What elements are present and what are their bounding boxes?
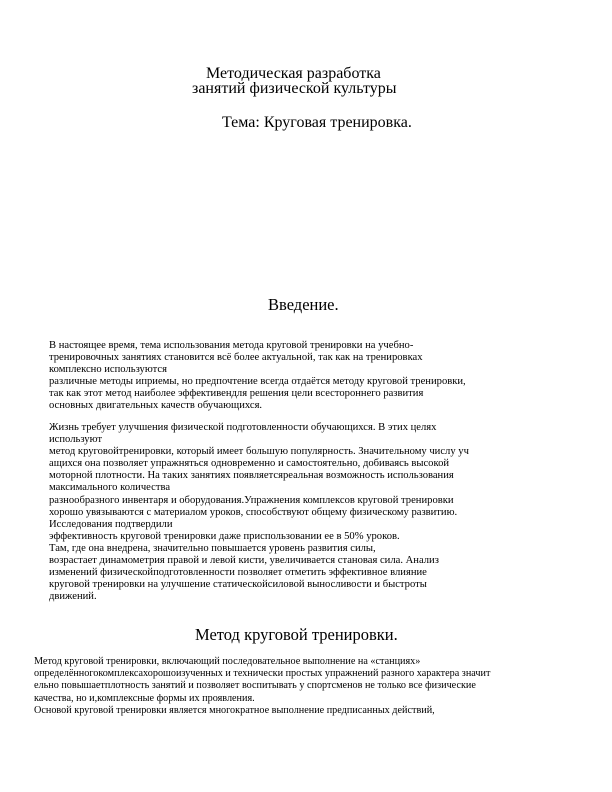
- text-line: различные методы иприемы, но предпочтение всегда отдаётся методу круговой тренировки,: [49, 376, 466, 388]
- text-line: хорошо увязываются с материалом уроков, способствуют общему физическому развитию.: [49, 506, 458, 518]
- text-line: движений.: [49, 591, 97, 603]
- text-line: комплексно используются: [49, 364, 167, 376]
- intro-paragraph-1: [49, 340, 466, 413]
- text-line: Жизнь требует улучшения физической подготовленности обучающихся. В этих целях: [49, 422, 437, 433]
- document-topic: Тема: Круговая тренировка.: [222, 114, 412, 131]
- text-line: Исследования подтвердили: [49, 518, 173, 530]
- text-line: моторной плотности. На таких занятиях появляетсяреальная возможность использования: [49, 470, 454, 482]
- text-line: тренировочных занятиях становится всё более актуальной, так как на тренировках: [49, 352, 423, 364]
- text-line: используют: [49, 434, 102, 446]
- intro-paragraph-2: [49, 422, 469, 603]
- text-line: изменений физическойподготовленности позволяет отметить эффективное влияние: [49, 567, 427, 579]
- text-line: Метод круговой тренировки, включающий последовательное выполнение на «станциях»: [34, 656, 421, 667]
- text-line: качества, но и,комплексные формы их проявления.: [34, 692, 255, 704]
- text-line: Там, где она внедрена, значительно повышается уровень развития силы,: [49, 542, 376, 554]
- document-title-line-1: Методическая разработка: [206, 65, 381, 82]
- text-line: круговой тренировки на улучшение статическойсиловой выносливости и быстроты: [49, 579, 427, 591]
- intro-heading: Введение.: [268, 295, 339, 314]
- text-line: В настоящее время, тема использования метода круговой тренировки на учебно-: [49, 340, 414, 351]
- text-line: ащихся она позволяет упражняться одновременно и самостоятельно, добиваясь высокой: [49, 458, 450, 470]
- text-line: ельно повышаетплотность занятий и позволяет воспитывать у спортсменов не только все физические: [34, 680, 476, 692]
- text-line: максимального количества: [49, 482, 171, 494]
- method-heading: Метод круговой тренировки.: [195, 625, 398, 644]
- text-line: Основой круговой тренировки является многократное выполнение предписанных действий,: [34, 704, 435, 716]
- text-line: определённогокомплексахорошоизученных и технически простых упражнений разного характера значит: [34, 668, 491, 680]
- text-line: возрастает динамометрия правой и левой кисти, увеличивается становая сила. Анализ: [49, 555, 439, 567]
- text-line: основных двигательных качеств обучающихся.: [49, 400, 263, 412]
- text-line: метод круговойтренировки, который имеет большую популярность. Значительному числу уч: [49, 446, 469, 458]
- document-title-line-2: занятий физической культуры: [192, 80, 397, 97]
- text-line: разнообразного инвентаря и оборудования.Упражнения комплексов круговой тренировки: [49, 494, 454, 506]
- text-line: эффективность круговой тренировки даже приспользовании ее в 50% уроков.: [49, 530, 400, 542]
- text-line: так как этот метод наиболее эффективендля решения цели всестороннего развития: [49, 388, 424, 400]
- method-paragraph-1: [34, 656, 490, 717]
